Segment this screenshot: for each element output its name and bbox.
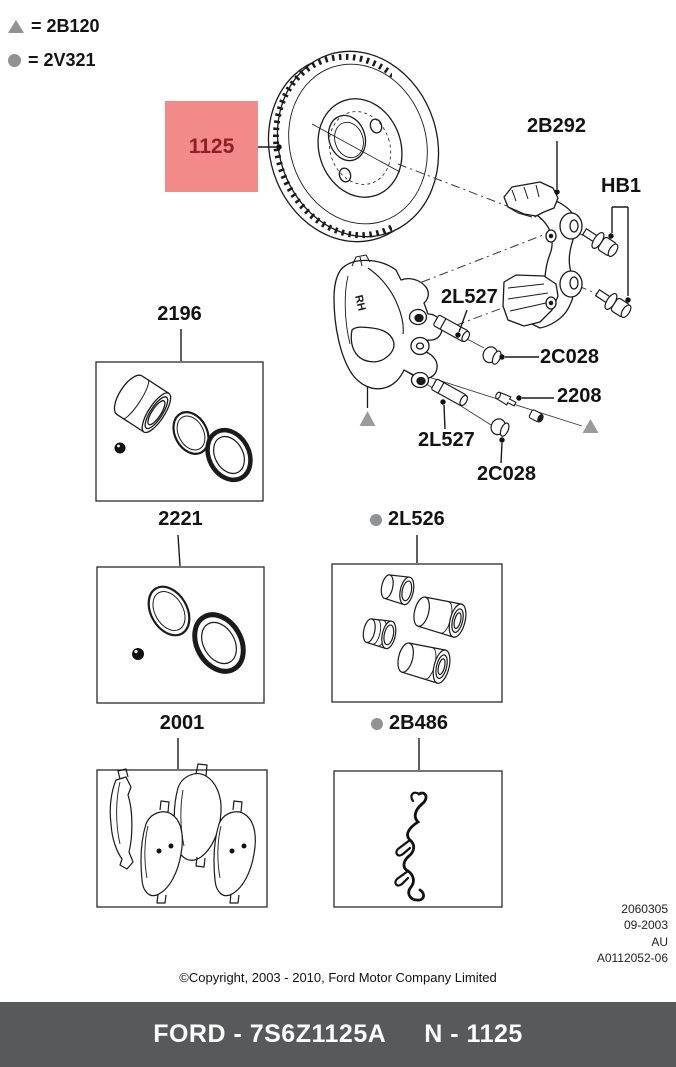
doc-info-block — [597, 901, 668, 966]
callout-bleed-screw[interactable]: 2208 — [557, 385, 602, 407]
callout-bolt-kit[interactable]: HB1 — [601, 175, 642, 197]
cap-lower-drawing[interactable] — [489, 417, 511, 439]
legend-row-circle — [8, 50, 96, 71]
circle-marker-icon — [8, 54, 21, 67]
callout-cap-upper[interactable]: 2C028 — [540, 346, 599, 368]
carrier-bolt-upper-drawing[interactable] — [580, 224, 621, 260]
clip-kit-box[interactable] — [334, 771, 502, 907]
legend-label: = 2B120 — [31, 16, 100, 36]
footer-part-number: FORD - 7S6Z1125A — [153, 1020, 387, 1048]
circle-marker-icon — [371, 718, 383, 730]
triangle-marker-icon — [8, 20, 24, 33]
kit-label-clip[interactable] — [371, 712, 448, 735]
kit-label-bushings[interactable] — [370, 508, 445, 531]
kit-label-piston[interactable]: 2196 — [157, 303, 202, 325]
callout-cap-lower[interactable]: 2C028 — [477, 463, 536, 485]
callout-carrier-bracket[interactable]: 2B292 — [527, 115, 586, 137]
kit-label-text: 2L526 — [388, 508, 445, 530]
kit-label-pads[interactable]: 2001 — [159, 712, 205, 734]
guide-pin-lower-drawing[interactable] — [431, 379, 469, 407]
caliper-drawing[interactable] — [334, 255, 442, 389]
bushing-kit-box[interactable] — [332, 564, 502, 702]
carrier-bracket-drawing[interactable] — [503, 182, 582, 328]
caliper-rh-marking: RH — [352, 293, 368, 313]
footer-part-bar — [0, 1002, 676, 1067]
circle-marker-icon — [370, 514, 382, 526]
highlighted-part-callout[interactable] — [165, 101, 258, 192]
triangle-marker-icon — [360, 411, 376, 426]
kit-label-text: 2B486 — [389, 712, 448, 734]
highlighted-part-number: 1125 — [188, 134, 235, 158]
triangle-marker-icon — [583, 419, 599, 433]
callout-guide-pin-lower[interactable]: 2L527 — [418, 429, 475, 451]
doc-market: AU — [651, 934, 668, 949]
doc-number: 2060305 — [621, 902, 668, 916]
copyright-line: ©Copyright, 2003 - 2010, Ford Motor Company Limited — [179, 970, 497, 985]
doc-date: 09-2003 — [623, 918, 668, 933]
legend-row-triangle — [8, 16, 100, 37]
legend-label: = 2V321 — [28, 50, 96, 70]
callout-guide-pin-upper[interactable]: 2L527 — [441, 286, 498, 308]
kit-label-seals[interactable]: 2221 — [158, 508, 203, 530]
doc-drawing-id: A0112052-06 — [596, 950, 668, 965]
guide-pin-upper-drawing[interactable] — [433, 315, 471, 343]
footer-base-number: N - 1125 — [424, 1020, 523, 1048]
